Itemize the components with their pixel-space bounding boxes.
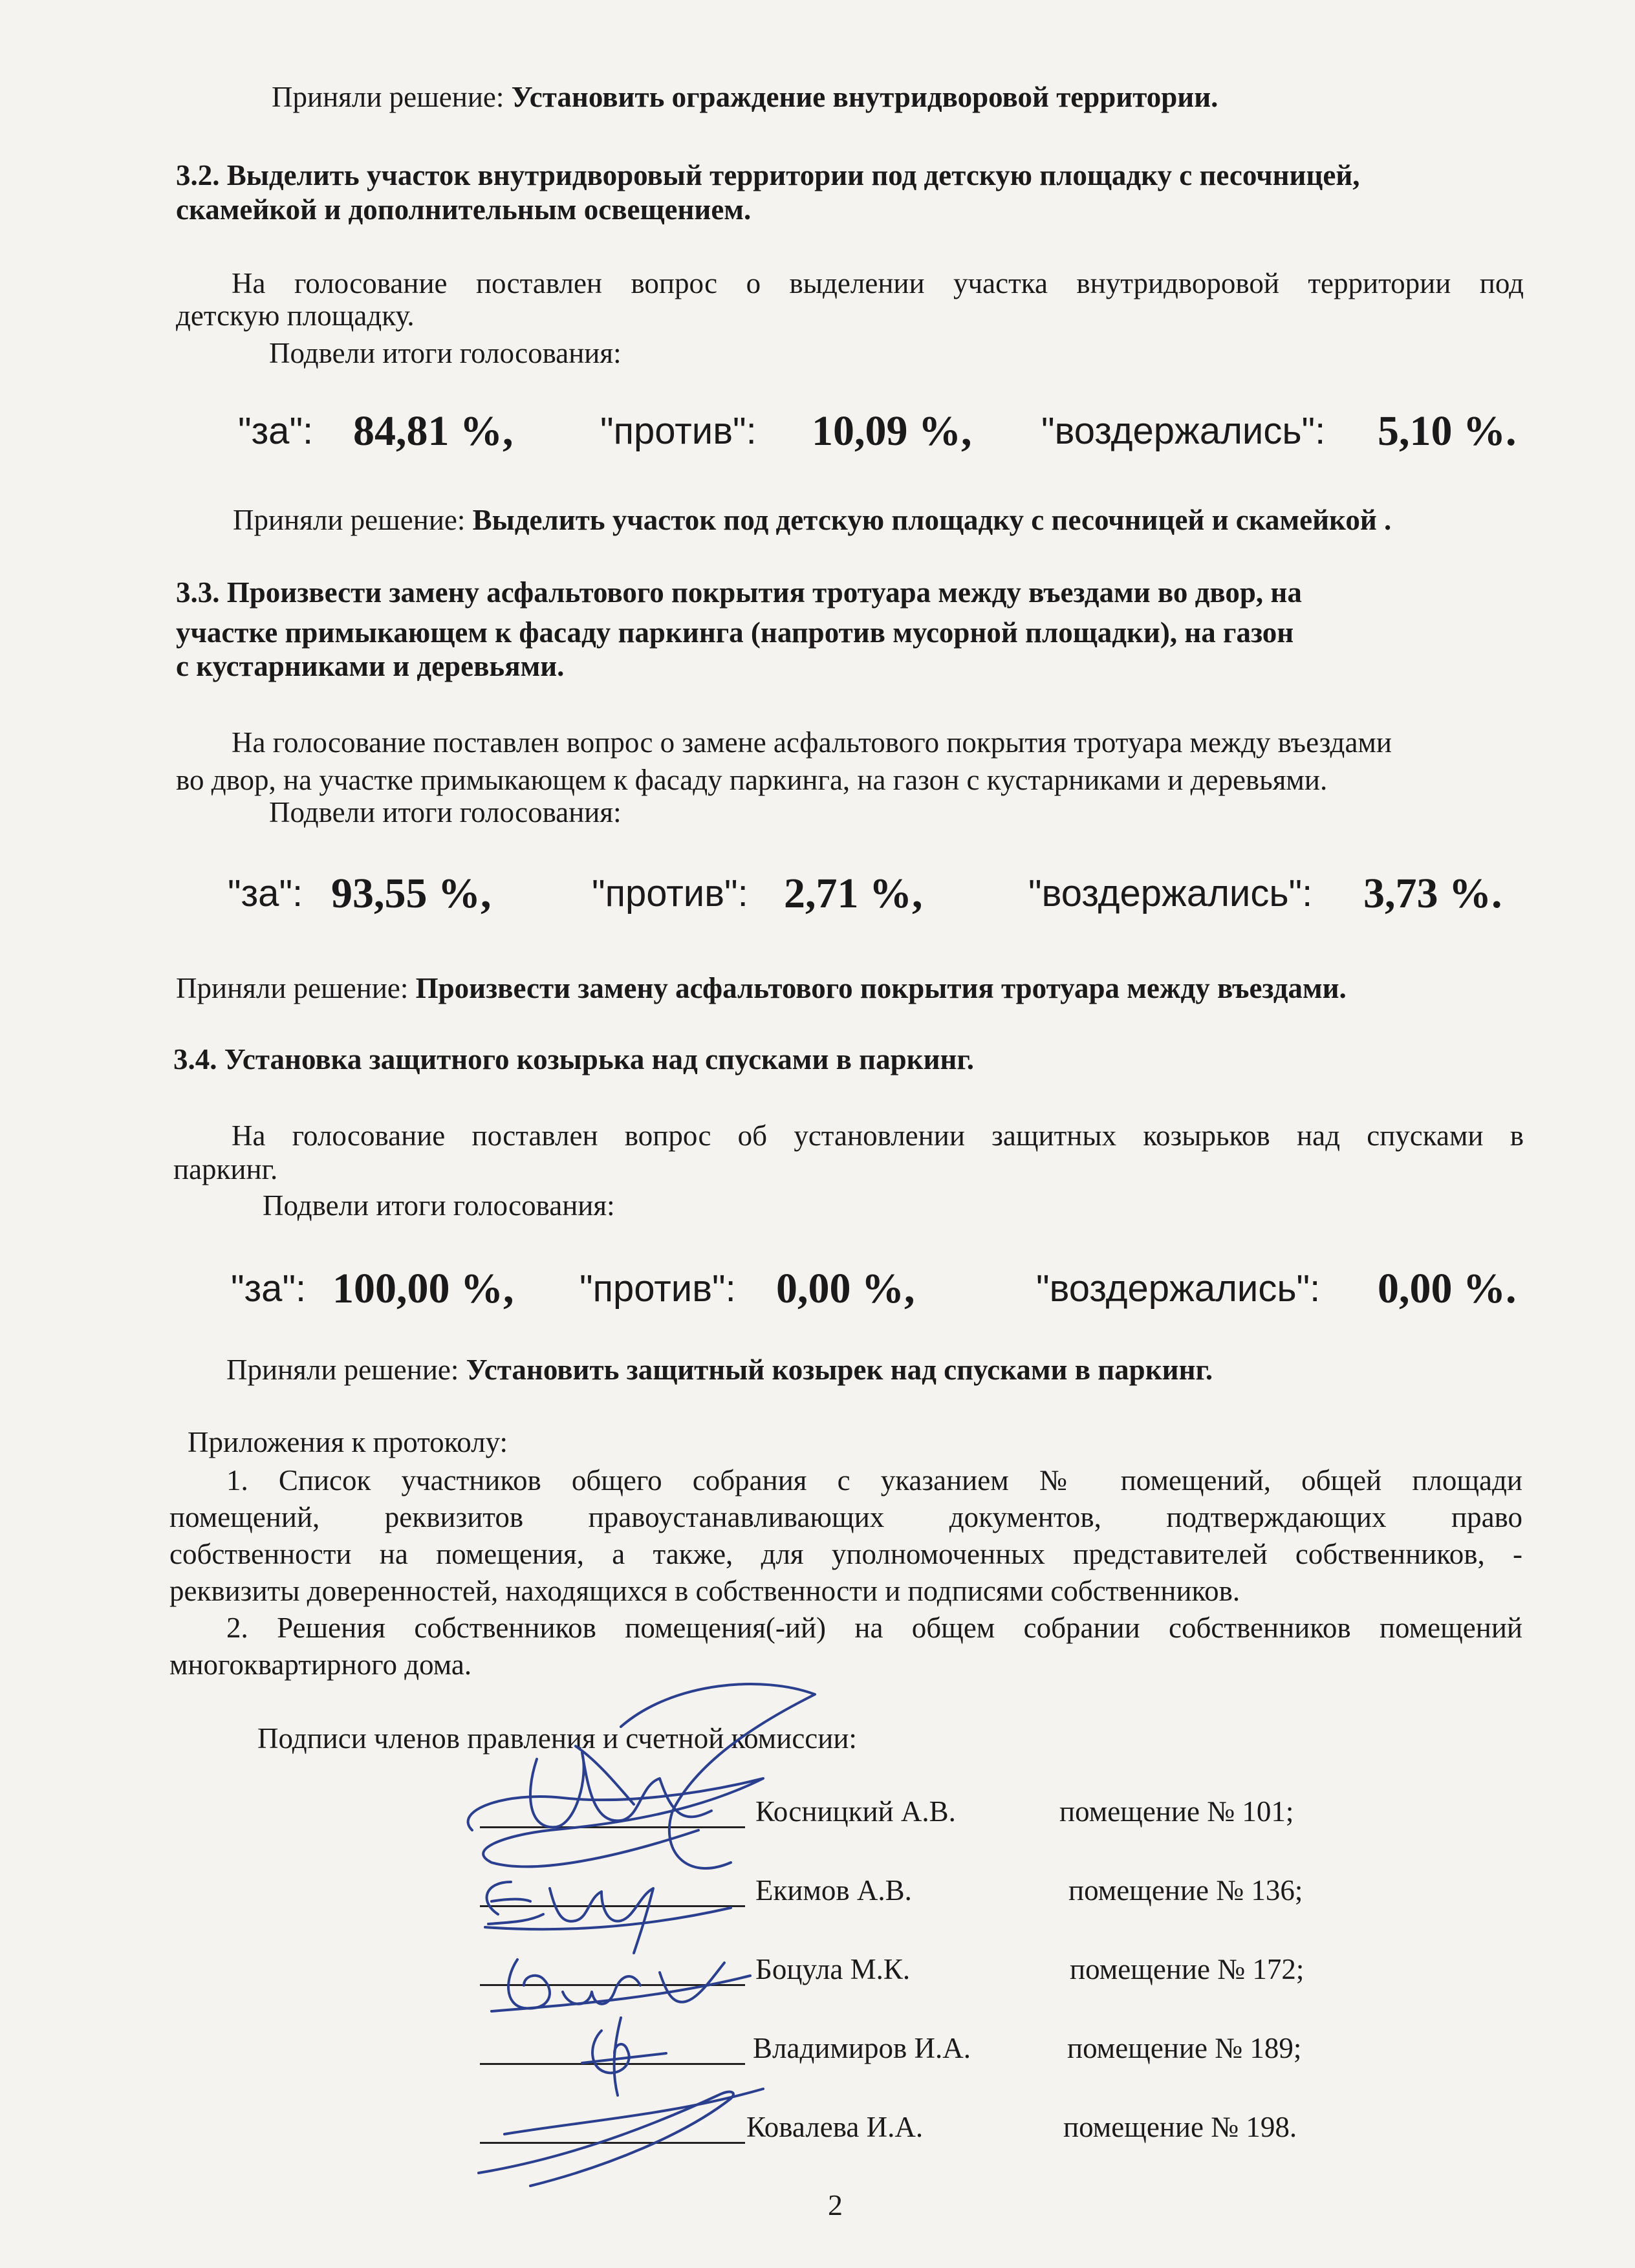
vote-abstain-value-3-4: 0,00 %. [1378, 1265, 1517, 1312]
vote-for-value-3-4: 100,00 %, [332, 1265, 514, 1312]
appendix-item-2-l2: многоквартирного дома. [169, 1648, 472, 1681]
appendix-item-1-l2: помещений, реквизитов правоустанавливающих документов, подтверждающих право [169, 1501, 1522, 1533]
paragraph-3-2: На голосование поставлен вопрос о выделении участка внутридворовой территории под [232, 267, 1524, 299]
vote-against-label-3-4: "против": [579, 1268, 736, 1310]
vote-abstain-label: "воздержались": [1041, 410, 1326, 452]
vote-for-label: "за": [238, 410, 314, 452]
member-room: помещение № 198. [1063, 2111, 1297, 2143]
decision-3-4: Приняли решение: Установить защитный козырек над спусками в паркинг. [226, 1354, 1213, 1386]
handwritten-signatures [427, 1669, 918, 2199]
paragraph-3-3-cont: во двор, на участке примыкающем к фасаду паркинга, на газон с кустарниками и деревьями. [176, 764, 1328, 796]
decision-3-3: Приняли решение: Произвести замену асфальтового покрытия тротуара между въездами. [176, 972, 1347, 1004]
heading-3-3-cont: участке примыкающем к фасаду паркинга (напротив мусорной площадки), на газон [176, 616, 1294, 649]
vote-for-label-3-3: "за": [228, 872, 303, 914]
vote-for-label-3-4: "за": [231, 1268, 307, 1310]
appendix-title: Приложения к протоколу: [188, 1426, 508, 1458]
results-label-3-4: Подвели итоги голосования: [263, 1189, 615, 1222]
results-label: Подвели итоги голосования: [269, 337, 622, 369]
results-label-3-3: Подвели итоги голосования: [269, 796, 622, 828]
paragraph-3-4: На голосование поставлен вопрос об установлении защитных козырьков над спусками в [232, 1119, 1524, 1152]
paragraph-3-3: На голосование поставлен вопрос о замене асфальтового покрытия тротуара между въездами [232, 726, 1392, 759]
member-room: помещение № 101; [1059, 1795, 1294, 1828]
vote-against-value-3-4: 0,00 %, [776, 1265, 915, 1312]
member-name: Владимиров И.А. [753, 2032, 971, 2064]
vote-against-label-3-3: "против": [592, 872, 748, 914]
member-name: Боцула М.К. [755, 1953, 911, 1985]
vote-against-label: "против": [600, 410, 757, 452]
member-name: Ковалева И.А. [746, 2111, 924, 2143]
vote-against-value-3-3: 2,71 %, [784, 870, 923, 917]
vote-against-value: 10,09 %, [812, 407, 972, 455]
vote-abstain-label-3-4: "воздержались": [1036, 1268, 1321, 1310]
page-number: 2 [828, 2188, 843, 2221]
vote-for-value-3-3: 93,55 %, [331, 870, 492, 917]
vote-for-value: 84,81 %, [353, 407, 514, 455]
heading-3-4: 3.4. Установка защитного козырька над спусками в паркинг. [173, 1043, 975, 1075]
vote-abstain-label-3-3: "воздержались": [1028, 872, 1313, 914]
member-room: помещение № 136; [1068, 1874, 1303, 1906]
appendix-item-2: 2. Решения собственников помещения(-ий) на общем собрании собственников помещений [226, 1612, 1522, 1644]
vote-abstain-value-3-3: 3,73 %. [1363, 870, 1502, 917]
member-room: помещение № 189; [1067, 2032, 1302, 2064]
appendix-item-1-l4: реквизиты доверенностей, находящихся в собственности и подписями собственников. [169, 1575, 1240, 1607]
paragraph-3-2-cont: детскую площадку. [176, 299, 415, 332]
member-name: Екимов А.В. [755, 1874, 912, 1906]
appendix-item-1: 1. Список участников общего собрания с указанием № помещений, общей площади [226, 1464, 1522, 1496]
member-room: помещение № 172; [1070, 1953, 1305, 1985]
decision-3-2: Приняли решение: Выделить участок под детскую площадку с песочницей и скамейкой . [233, 504, 1392, 536]
appendix-item-1-l3: собственности на помещения, а также, для уполномоченных представителей собственников, - [169, 1538, 1522, 1570]
heading-3-2-cont: скамейкой и дополнительным освещением. [176, 193, 752, 226]
signatures-title: Подписи членов правления и счетной комиссии: [257, 1722, 857, 1755]
heading-3-3: 3.3. Произвести замену асфальтового покрытия тротуара между въездами во двор, на [176, 576, 1302, 609]
decision-3-1: Приняли решение: Установить ограждение внутридворовой территории. [272, 81, 1218, 113]
paragraph-3-4-cont: паркинг. [173, 1153, 278, 1185]
heading-3-2: 3.2. Выделить участок внутридворовый территории под детскую площадку с песочницей, [176, 159, 1360, 191]
vote-abstain-value: 5,10 %. [1378, 407, 1517, 455]
heading-3-3-cont2: с кустарниками и деревьями. [176, 650, 565, 682]
member-name: Косницкий А.В. [755, 1795, 956, 1828]
